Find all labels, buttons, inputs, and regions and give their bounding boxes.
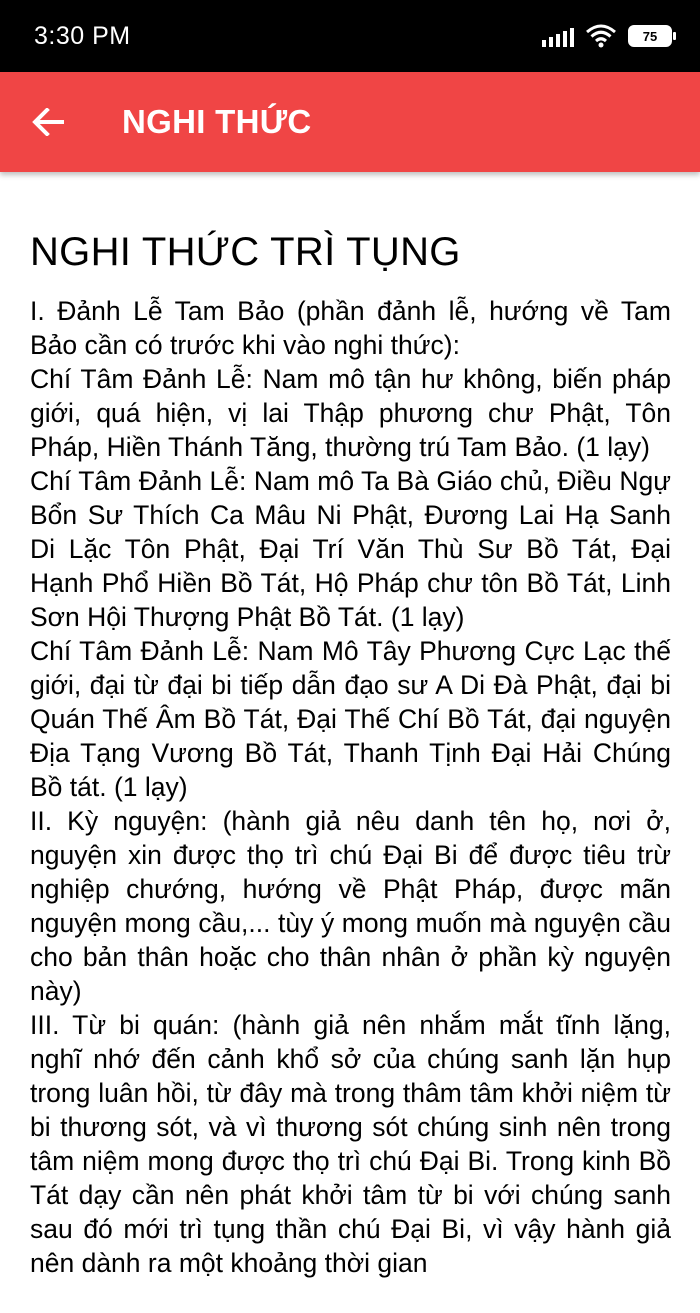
paragraph-section-3: III. Từ bi quán: (hành giả nên nhắm mắt tĩnh lặng, nghĩ nhớ đến cảnh khổ sở của chúng sanh lặn hụp trong luân hồi, từ đây mà trong thâm tâm khởi niệm từ bi thương sót, và vì thương sót chúng sinh nên trong tâm niệm mong được thọ trì chú Đại Bi. Trong kinh Bồ Tát dạy cần nên phát khởi tâm từ bi với chúng sanh sau đó mới trì tụng thần chú Đại Bi, vì vậy hành giả nên dành ra một khoảng thời gian — [30, 1010, 671, 1278]
signal-bars-icon — [542, 25, 574, 47]
app-bar — [0, 72, 700, 172]
paragraph-homage-3: Chí Tâm Đảnh Lễ: Nam Mô Tây Phương Cực Lạc thế giới, đại từ đại bi tiếp dẫn đạo sư A Di Đà Phật, đại bi Quán Thế Âm Bồ Tát, Đại Thế Chí Bồ Tát, đại nguyện Địa Tạng Vương Bồ Tát, Thanh Tịnh Đại Hải Chúng Bồ tát. (1 lạy) — [30, 636, 671, 802]
page-heading: NGHI THỨC TRÌ TỤNG — [30, 230, 461, 274]
battery-level: 75 — [642, 28, 658, 44]
paragraph-homage-1: Chí Tâm Đảnh Lễ: Nam mô tận hư không, biến pháp giới, quá hiện, vị lai Thập phương chư Phật, Tôn Pháp, Hiền Thánh Tăng, thường trú Tam Bảo. (1 lạy) — [30, 364, 671, 462]
content-area[interactable] — [0, 172, 700, 1280]
paragraph-section-1: I. Đảnh Lễ Tam Bảo (phần đảnh lễ, hướng về Tam Bảo cần có trước khi vào nghi thức): — [30, 296, 671, 360]
status-bar — [0, 0, 700, 72]
battery-icon — [628, 25, 672, 47]
wifi-icon — [586, 24, 616, 48]
paragraph-homage-2: Chí Tâm Đảnh Lễ: Nam mô Ta Bà Giáo chủ, Điều Ngự Bổn Sư Thích Ca Mâu Ni Phật, Đương Lai Hạ Sanh Di Lặc Tôn Phật, Đại Trí Văn Thù Sư Bồ Tát, Đại Hạnh Phổ Hiền Bồ Tát, Hộ Pháp chư tôn Bồ Tát, Linh Sơn Hội Thượng Phật Bồ Tát. (1 lạy) — [30, 466, 671, 632]
back-button[interactable] — [0, 72, 96, 172]
paragraph-section-2: II. Kỳ nguyện: (hành giả nêu danh tên họ, nơi ở, nguyện xin được thọ trì chú Đại Bi để được tiêu trừ nghiệp chướng, hướng về Phật Pháp, được mãn nguyện mong cầu,... tùy ý mong muốn mà nguyện cầu cho bản thân hoặc cho thân nhân ở phần kỳ nguyện này) — [30, 806, 671, 1006]
arrow-left-icon — [32, 108, 64, 136]
body-text — [30, 294, 671, 1280]
app-title: NGHI THỨC — [122, 103, 312, 140]
status-time: 3:30 PM — [34, 21, 131, 50]
status-icons — [542, 24, 672, 48]
